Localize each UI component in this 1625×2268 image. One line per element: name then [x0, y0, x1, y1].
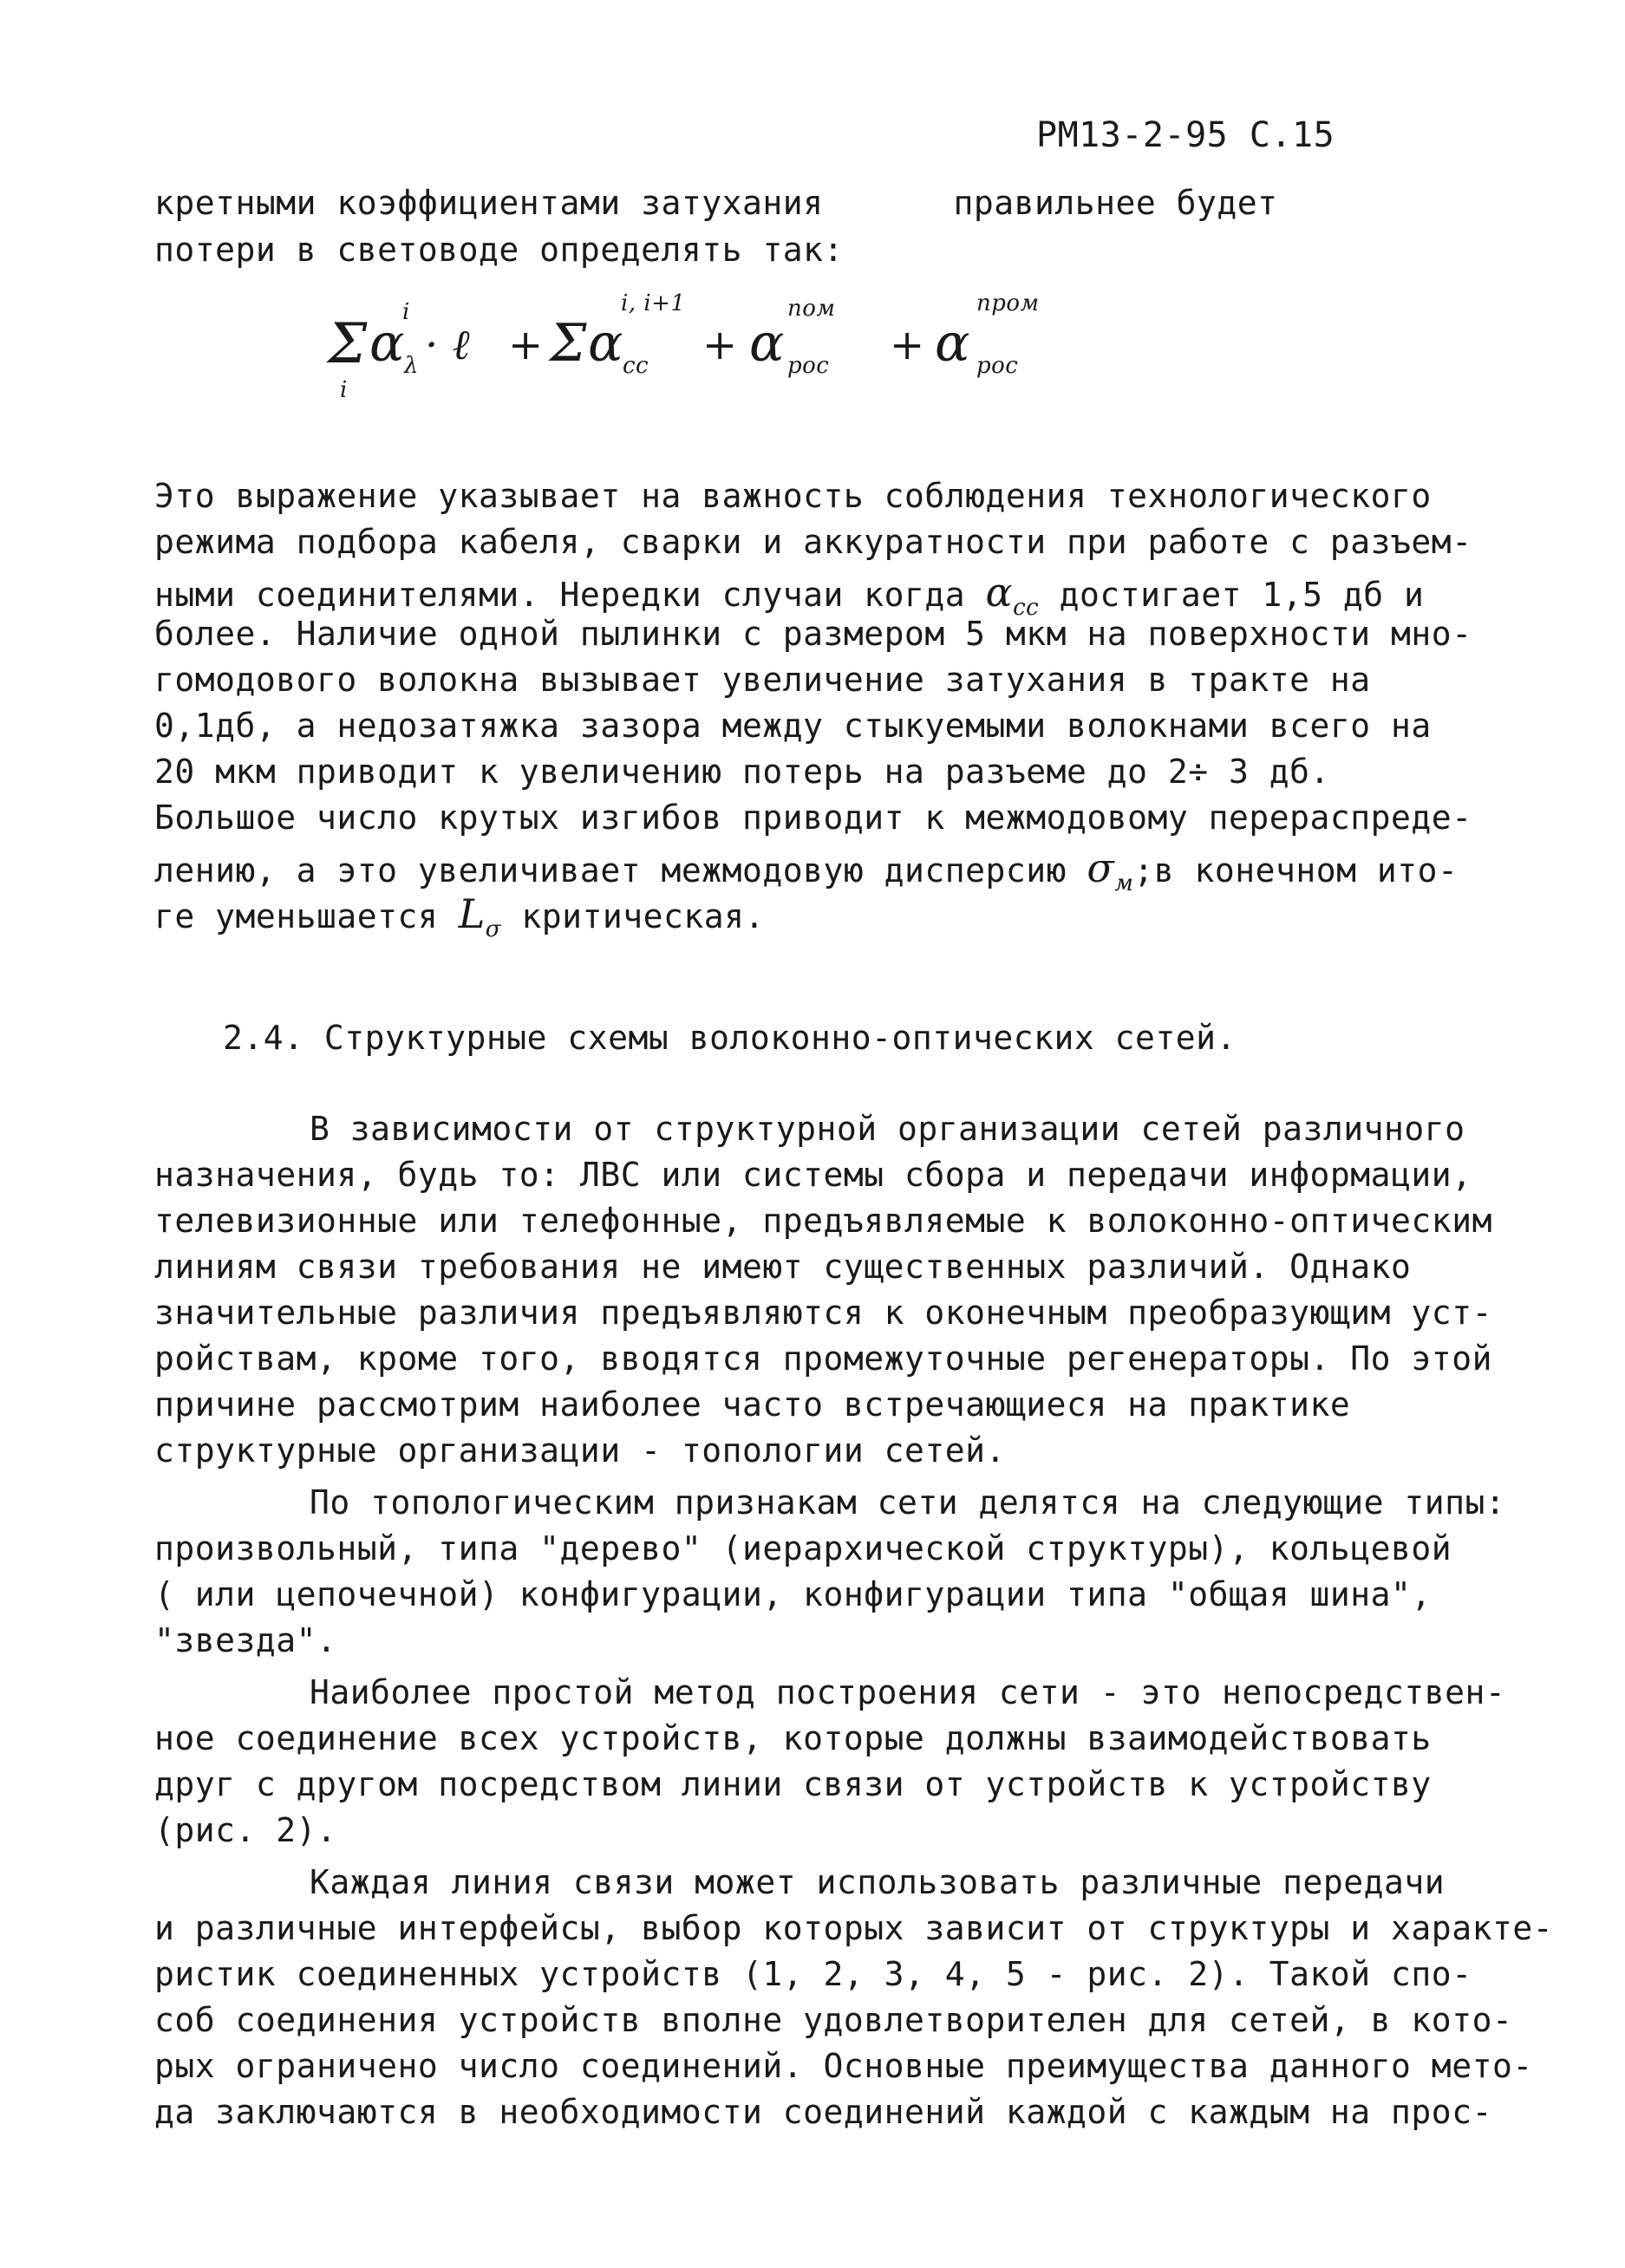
text-line: режима подбора кабеля, сварки и аккуратности при работе с разъем- [154, 523, 1472, 561]
text-line: соб соединения устройств вполне удовлетворителен для сетей, в кото- [154, 2001, 1513, 2039]
text-line: потери в световоде определять так: [154, 231, 844, 269]
text-line: да заключаются в необходимости соединений каждой с каждым на прос- [154, 2093, 1492, 2131]
symbol-subscript: cc [1013, 595, 1040, 622]
text-line [154, 569, 1424, 621]
text-line: Каждая линия связи может использовать различные передачи [310, 1863, 1446, 1901]
loss-formula [328, 276, 1212, 414]
text-line: 0,1дб, а недозатяжка зазора между стыкуемыми волокнами всего на [154, 707, 1432, 745]
text-fragment: ге уменьшается [154, 897, 439, 935]
sum-index: i [340, 377, 348, 403]
alpha-superscript: i [402, 299, 410, 325]
alpha-superscript: пром [976, 290, 1040, 316]
alpha-symbol: α [588, 313, 624, 374]
text-fragment: достигает 1,5 дб и [1059, 576, 1425, 614]
text-line: "звезда". [154, 1621, 337, 1659]
alpha-subscript: cc [623, 353, 649, 379]
text-line [154, 844, 1458, 896]
text-line: причине рассмотрим наиболее часто встречающиеся на практике [154, 1385, 1351, 1424]
text-line: телевизионные или телефонные, предъявляемые к волоконно-оптическим [154, 1202, 1492, 1240]
text-line: (рис. 2). [154, 1811, 337, 1849]
text-fragment: критическая. [521, 897, 765, 935]
text-line: значительные различия предъявляются к оконечным преобразующим уст- [154, 1294, 1492, 1332]
symbol-letter: σ [1087, 844, 1115, 891]
plus-sign: + [890, 321, 925, 369]
alpha-superscript: пом [787, 296, 836, 322]
text-line: По топологическим признакам сети делятся на следующие типы: [310, 1483, 1506, 1522]
plus-sign: + [508, 321, 544, 369]
text-line: друг с другом посредством линии связи от устройств к устройству [154, 1765, 1432, 1803]
text-line: ройствам, кроме того, вводятся промежуточные регенераторы. По этой [154, 1339, 1492, 1378]
text-line: линиям связи требования не имеют существенных различий. Однако [154, 1248, 1412, 1286]
text-line: ное соединение всех устройств, которые должны взаимодействовать [154, 1719, 1432, 1757]
section-heading: 2.4. Структурные схемы волоконно-оптических сетей. [223, 1019, 1237, 1057]
formula-svg [328, 276, 1212, 414]
text-line: и различные интерфейсы, выбор которых зависит от структуры и характе- [154, 1909, 1554, 1947]
l-sigma-symbol [458, 890, 501, 943]
alpha-superscript: i, i+1 [621, 290, 686, 316]
text-line: ( или цепочечной) конфигурации, конфигурации типа "общая шина", [154, 1575, 1432, 1613]
text-line: 20 мкм приводит к увеличению потерь на разъеме до 2÷ 3 дб. [154, 753, 1330, 791]
text-line: структурные организации - топологии сетей. [154, 1431, 1006, 1470]
text-line: В зависимости от структурной организации сетей различного [310, 1110, 1465, 1148]
plus-sign: + [702, 321, 738, 369]
sigma-m-symbol [1087, 844, 1134, 897]
text-line: Наиболее простой метод построения сети - это непосредствен- [310, 1673, 1506, 1711]
alpha-subscript: рос [976, 353, 1019, 379]
text-fragment: ;в конечном ито- [1133, 851, 1459, 890]
alpha-subscript: λ [404, 353, 419, 379]
text-line: назначения, будь то: ЛВС или системы сбора и передачи информации, [154, 1156, 1472, 1194]
symbol-subscript: м [1114, 870, 1134, 897]
text-line: гомодового волокна вызывает увеличение затухания в тракте на [154, 661, 1371, 699]
text-line [154, 184, 1278, 222]
sum-symbol: Σ [550, 313, 587, 374]
text-fragment: правильнее будет [953, 184, 1278, 222]
alpha-symbol: α [749, 313, 786, 374]
text-line: Это выражение указывает на важность соблюдения технологического [154, 477, 1432, 515]
text-line: рых ограничено число соединений. Основные преимущества данного мето- [154, 2047, 1533, 2085]
text-line: произвольный, типа "дерево" (иерархической структуры), кольцевой [154, 1529, 1452, 1567]
symbol-subscript: σ [485, 916, 501, 943]
text-line [154, 890, 765, 942]
text-fragment: кретными коэффициентами затухания [154, 184, 824, 222]
document-code: РМ13-2-95 С.15 [1036, 115, 1335, 155]
symbol-letter: α [985, 569, 1014, 616]
text-line: Большое число крутых изгибов приводит к межмодовому перераспреде- [154, 798, 1472, 837]
alpha-cc-symbol [985, 569, 1040, 622]
sum-symbol: Σ [328, 312, 368, 376]
symbol-letter: L [458, 890, 486, 937]
alpha-symbol: α [935, 313, 971, 374]
text-fragment: ными соединителями. Нередки случаи когда [154, 576, 966, 614]
alpha-subscript: рос [787, 353, 830, 379]
length-term: · ℓ [425, 321, 471, 369]
alpha-symbol: α [369, 313, 406, 374]
text-line: ристик соединенных устройств (1, 2, 3, 4, 5 - рис. 2). Такой спо- [154, 1955, 1472, 1993]
text-fragment: лению, а это увеличивает межмодовую дисперсию [154, 851, 1067, 890]
text-line: более. Наличие одной пылинки с размером 5 мкм на поверхности мно- [154, 615, 1472, 653]
